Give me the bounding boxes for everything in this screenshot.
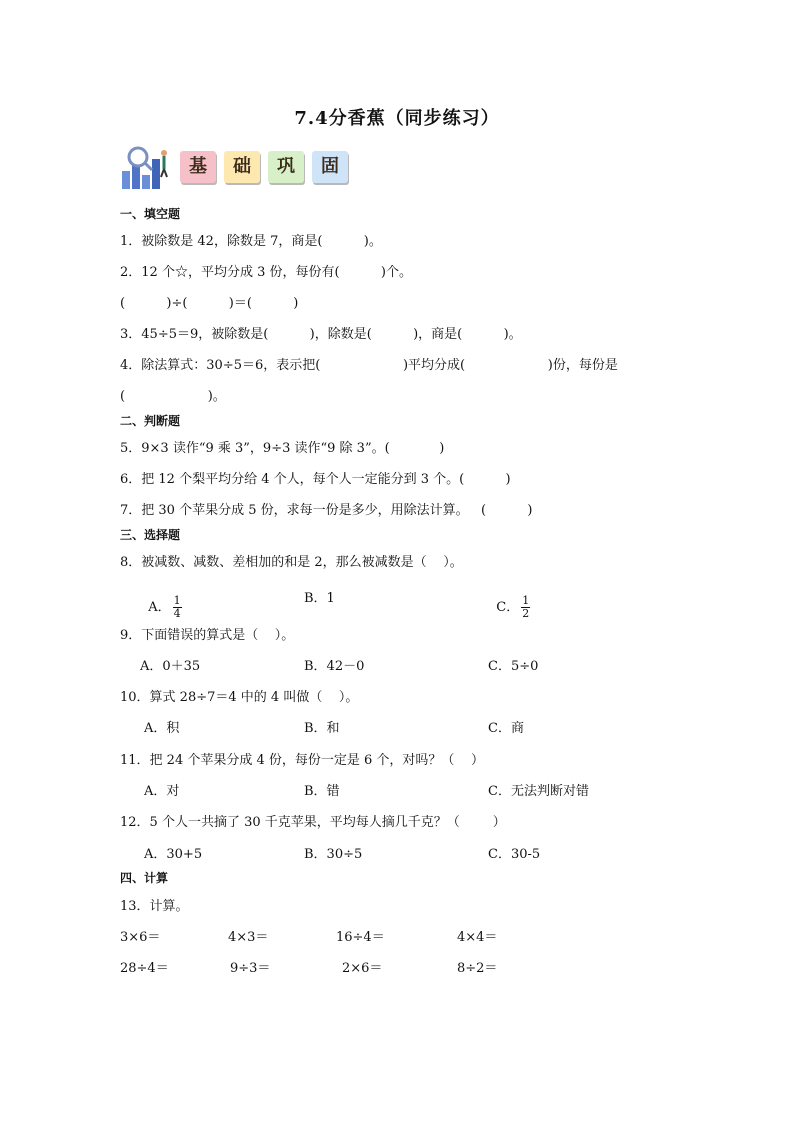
banner-char-ji: 基 [180, 151, 216, 183]
q12-option-b: B．30÷5 [304, 847, 363, 862]
question-7: 7．把 30 个苹果分成 5 份，求每一份是多少，用除法计算。 ( ) [120, 503, 533, 518]
q10-option-a: A．积 [144, 721, 180, 736]
question-13: 13．计算。 [120, 899, 189, 914]
calc-item: 28÷4＝ [120, 961, 169, 976]
question-1: 1．被除数是 42，除数是 7，商是( )。 [120, 234, 382, 249]
calc-item: 4×3＝ [228, 930, 269, 945]
banner-char-chu: 础 [224, 151, 260, 183]
section-heading-choice: 三、选择题 [120, 528, 181, 542]
magnifier-chart-icon [118, 145, 174, 191]
fraction-one-half: $\frac{1}{2}$ [522, 594, 530, 620]
question-9: 9．下面错误的算式是（ ）。 [120, 628, 295, 643]
q8-option-b: B．1 [304, 591, 335, 606]
question-6: 6．把 12 个梨平均分给 4 个人，每个人一定能分到 3 个。( ) [120, 472, 511, 487]
fraction-one-quarter: $\frac{1}{4}$ [173, 594, 181, 620]
banner-char-gong: 巩 [268, 151, 304, 183]
question-11: 11．把 24 个苹果分成 4 份，每份一定是 6 个，对吗？（ ） [120, 753, 484, 768]
q11-option-b: B．错 [304, 784, 340, 799]
q8-option-c-label: C． [496, 600, 520, 615]
q9-option-b: B．42－0 [304, 659, 365, 674]
question-10: 10．算式 28÷7＝4 中的 4 叫做（ ）。 [120, 690, 359, 705]
page-title: 7.4分香蕉（同步练习） [294, 108, 500, 129]
calc-item: 2×6＝ [342, 961, 383, 976]
question-8: 8．被减数、减数、差相加的和是 2，那么被减数是（ ）。 [120, 555, 463, 570]
section-heading-calc: 四、计算 [120, 871, 169, 885]
section-banner [118, 145, 358, 191]
q11-option-a: A．对 [144, 784, 180, 799]
question-3: 3．45÷5＝9，被除数是( )，除数是( )，商是( )。 [120, 327, 522, 342]
q11-option-c: C．无法判断对错 [488, 784, 589, 799]
section-heading-judge: 二、判断题 [120, 414, 181, 428]
calc-item: 9÷3＝ [230, 961, 271, 976]
q8-option-a [140, 580, 182, 620]
calc-item: 8÷2＝ [457, 961, 498, 976]
q12-option-a: A．30+5 [144, 847, 203, 862]
calc-item: 3×6＝ [120, 930, 161, 945]
q9-option-a: A．0＋35 [140, 659, 201, 674]
calc-item: 16÷4＝ [336, 930, 385, 945]
q9-option-c: C．5÷0 [488, 659, 539, 674]
q8-option-c [488, 580, 530, 620]
question-2: 2．12 个☆，平均分成 3 份，每份有( )个。 [120, 265, 412, 280]
q12-option-c: C．30-5 [488, 847, 541, 862]
banner-char-gu: 固 [312, 151, 348, 183]
question-4-cont: ( )。 [120, 389, 226, 404]
q8-option-a-label: A． [148, 600, 171, 615]
question-12: 12．5 个人一共摘了 30 千克苹果，平均每人摘几千克？（ ） [120, 815, 506, 830]
question-2-blank: ( )÷( )＝( ) [120, 296, 299, 311]
question-4: 4．除法算式：30÷5＝6，表示把( )平均分成( )份，每份是 [120, 358, 618, 373]
q10-option-b: B．和 [304, 721, 340, 736]
section-heading-fill-blank: 一、填空题 [120, 207, 181, 221]
q10-option-c: C．商 [488, 721, 524, 736]
calc-item: 4×4＝ [457, 930, 498, 945]
question-5: 5．9×3 读作“9 乘 3”，9÷3 读作“9 除 3”。( ) [120, 441, 445, 456]
